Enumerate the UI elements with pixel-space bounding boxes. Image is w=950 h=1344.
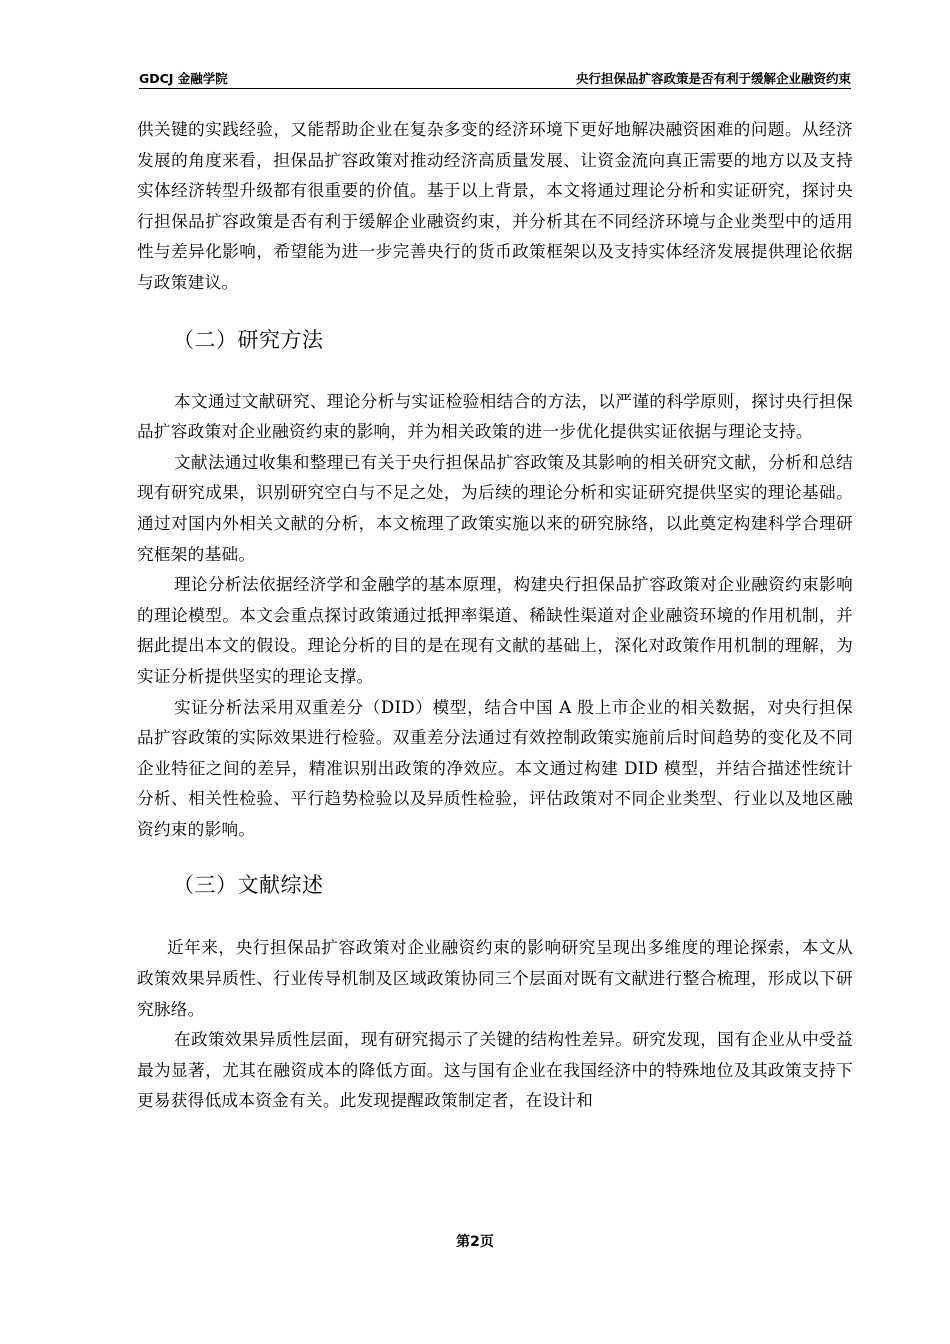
body-paragraph: 本文通过文献研究、理论分析与实证检验相结合的方法，以严谨的科学原则，探讨央行担保品扩容政策对企业融资约束的影响，并为相关政策的进一步优化提供实证依据与理论支持。 [137,391,853,442]
body-paragraph: 理论分析法依据经济学和金融学的基本原理，构建央行担保品扩容政策对企业融资约束影响的理论模型。本文会重点探讨政策通过抵押率渠道、稀缺性渠道对企业融资环境的作用机制，并据此提出本文的假设。理论分析的目的是在现有文献的基础上，深化对政策作用机制的理解，为实证分析提供坚实的理论支撑。 [137,575,853,686]
body-paragraph: 在政策效果异质性层面，现有研究揭示了关键的结构性差异。研究发现，国有企业从中受益最为显著，尤其在融资成本的降低方面。这与国有企业在我国经济中的特殊地位及其政策支持下更易获得低成本资金有关。此发现提醒政策制定者，在设计和 [137,1030,853,1111]
header-paper-title: 央行担保品扩容政策是否有利于缓解企业融资约束 [575,71,851,86]
page-number: 第2页 [456,1234,494,1250]
page-body [137,115,853,1117]
page-header [139,66,851,89]
section-heading-methods: （二）研究方法 [173,327,324,352]
header-institution: GDCJ 金融学院 [139,71,228,86]
section-heading-literature-review: （三）文献综述 [173,873,324,898]
body-paragraph: 文献法通过收集和整理已有关于央行担保品扩容政策及其影响的相关研究文献，分析和总结现有研究成果，识别研究空白与不足之处，为后续的理论分析和实证研究提供坚实的理论基础。通过对国内外相关文献的分析，本文梳理了政策实施以来的研究脉络，以此奠定构建科学合理研究框架的基础。 [137,452,853,564]
body-paragraph: 实证分析法采用双重差分（DID）模型，结合中国 A 股上市企业的相关数据，对央行担保品扩容政策的实际效果进行检验。双重差分法通过有效控制政策实施前后时间趋势的变化及不同企业特征之间的差异，精准识别出政策的净效应。本文通过构建 DID 模型，并结合描述性统计分析、相关性检验、平行趋势检验以及异质性检验，评估政策对不同企业类型、行业以及地区融资约束的影响。 [137,697,853,839]
body-paragraph: 近年来，央行担保品扩容政策对企业融资约束的影响研究呈现出多维度的理论探索，本文从政策效果异质性、行业传导机制及区域政策协同三个层面对既有文献进行整合梳理，形成以下研究脉络。 [137,938,853,1019]
body-paragraph: 供关键的实践经验，又能帮助企业在复杂多变的经济环境下更好地解决融资困难的问题。从经济发展的角度来看，担保品扩容政策对推动经济高质量发展、让资金流向真正需要的地方以及支持实体经济转型升级都有很重要的价值。基于以上背景，本文将通过理论分析和实证研究，探讨央行担保品扩容政策是否有利于缓解企业融资约束，并分析其在不同经济环境与企业类型中的适用性与差异化影响，希望能为进一步完善央行的货币政策框架以及支持实体经济发展提供理论依据与政策建议。 [137,120,853,292]
